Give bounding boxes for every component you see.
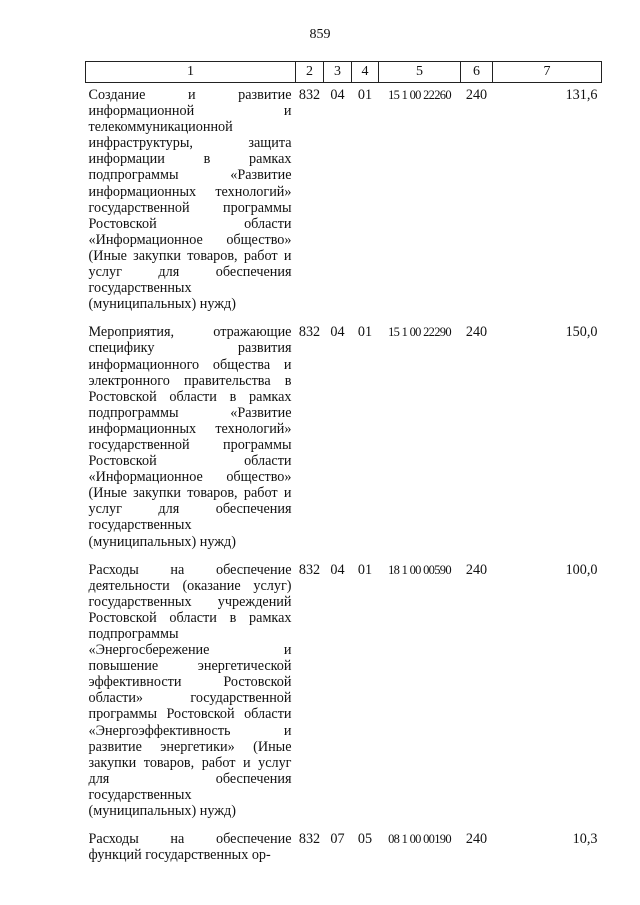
header-col-2: 2 xyxy=(296,62,324,83)
row-section: 04 xyxy=(330,561,345,578)
header-col-4: 4 xyxy=(352,62,379,83)
row-subsection: 05 xyxy=(357,831,373,848)
row-expense-type: 240 xyxy=(465,831,488,848)
row-section: 07 xyxy=(330,831,345,848)
header-col-5: 5 xyxy=(379,62,461,83)
table-row xyxy=(86,831,602,891)
row-expense-type: 240 xyxy=(465,87,488,103)
row-name: Мероприятия, отражающие специфику развития информационного общества и электронного правительства в Ростовской области в рамках подпрограммы «Развитие информационных технологий» государственной программы Ростовской области «Информационное общество» (Иные закупки товаров, работ и услуг для обеспечения государственных (муниципальных) нужд) xyxy=(88,324,292,550)
header-col-7: 7 xyxy=(493,62,602,83)
row-ministry: 832 xyxy=(298,87,321,103)
row-amount: 10,3 xyxy=(572,831,598,848)
row-name-text: Расходы на обеспечение функций государственных ор- xyxy=(88,831,292,864)
row-expense-type: 240 xyxy=(465,324,488,341)
row-subsection: 01 xyxy=(357,561,373,578)
row-section: 04 xyxy=(330,87,345,103)
row-amount: 150,0 xyxy=(565,324,598,341)
header-col-3: 3 xyxy=(324,62,352,83)
table-row xyxy=(86,83,602,325)
row-subsection: 01 xyxy=(357,87,373,103)
row-ministry: 832 xyxy=(298,561,321,578)
row-ministry: 832 xyxy=(298,324,321,341)
table-row xyxy=(86,562,602,832)
row-subsection: 01 xyxy=(357,324,373,341)
table-header xyxy=(86,62,602,83)
header-col-6: 6 xyxy=(461,62,493,83)
row-expense-type: 240 xyxy=(465,561,488,578)
budget-table xyxy=(85,61,602,891)
row-name: Расходы на обеспечение деятельности (оказание услуг) государственных учреждений Ростовской области в рамках подпрограммы «Энергосбережение и повышение энергетической эффективности Ростовской области» государственной программы Ростовской области «Энергоэффективность и развитие энергетики» (Иные закупки товаров, работ и услуг для обеспечения государственных (муниципальных) нужд) xyxy=(88,561,292,820)
row-ministry: 832 xyxy=(298,831,321,848)
row-name xyxy=(86,831,296,891)
row-target-article: 15 1 00 22290 xyxy=(388,325,451,340)
row-target-article: 15 1 00 22260 xyxy=(388,88,451,102)
row-amount: 131,6 xyxy=(565,87,598,103)
row-name: Создание и развитие информационной и телекоммуникационной инфраструктуры, защита информации в рамках подпрограммы «Развитие информационных технологий» государственной программы Ростовской области «Информационное общество» (Иные закупки товаров, работ и услуг для обеспечения государственных (муниципальных) нужд) xyxy=(88,87,292,313)
page-number: 859 xyxy=(309,27,331,42)
header-col-1: 1 xyxy=(86,62,296,83)
row-amount: 100,0 xyxy=(565,561,598,578)
row-target-article: 08 1 00 00190 xyxy=(388,832,451,847)
row-target-article: 18 1 00 00590 xyxy=(388,562,451,577)
row-section: 04 xyxy=(330,324,345,341)
table-row xyxy=(86,324,602,561)
